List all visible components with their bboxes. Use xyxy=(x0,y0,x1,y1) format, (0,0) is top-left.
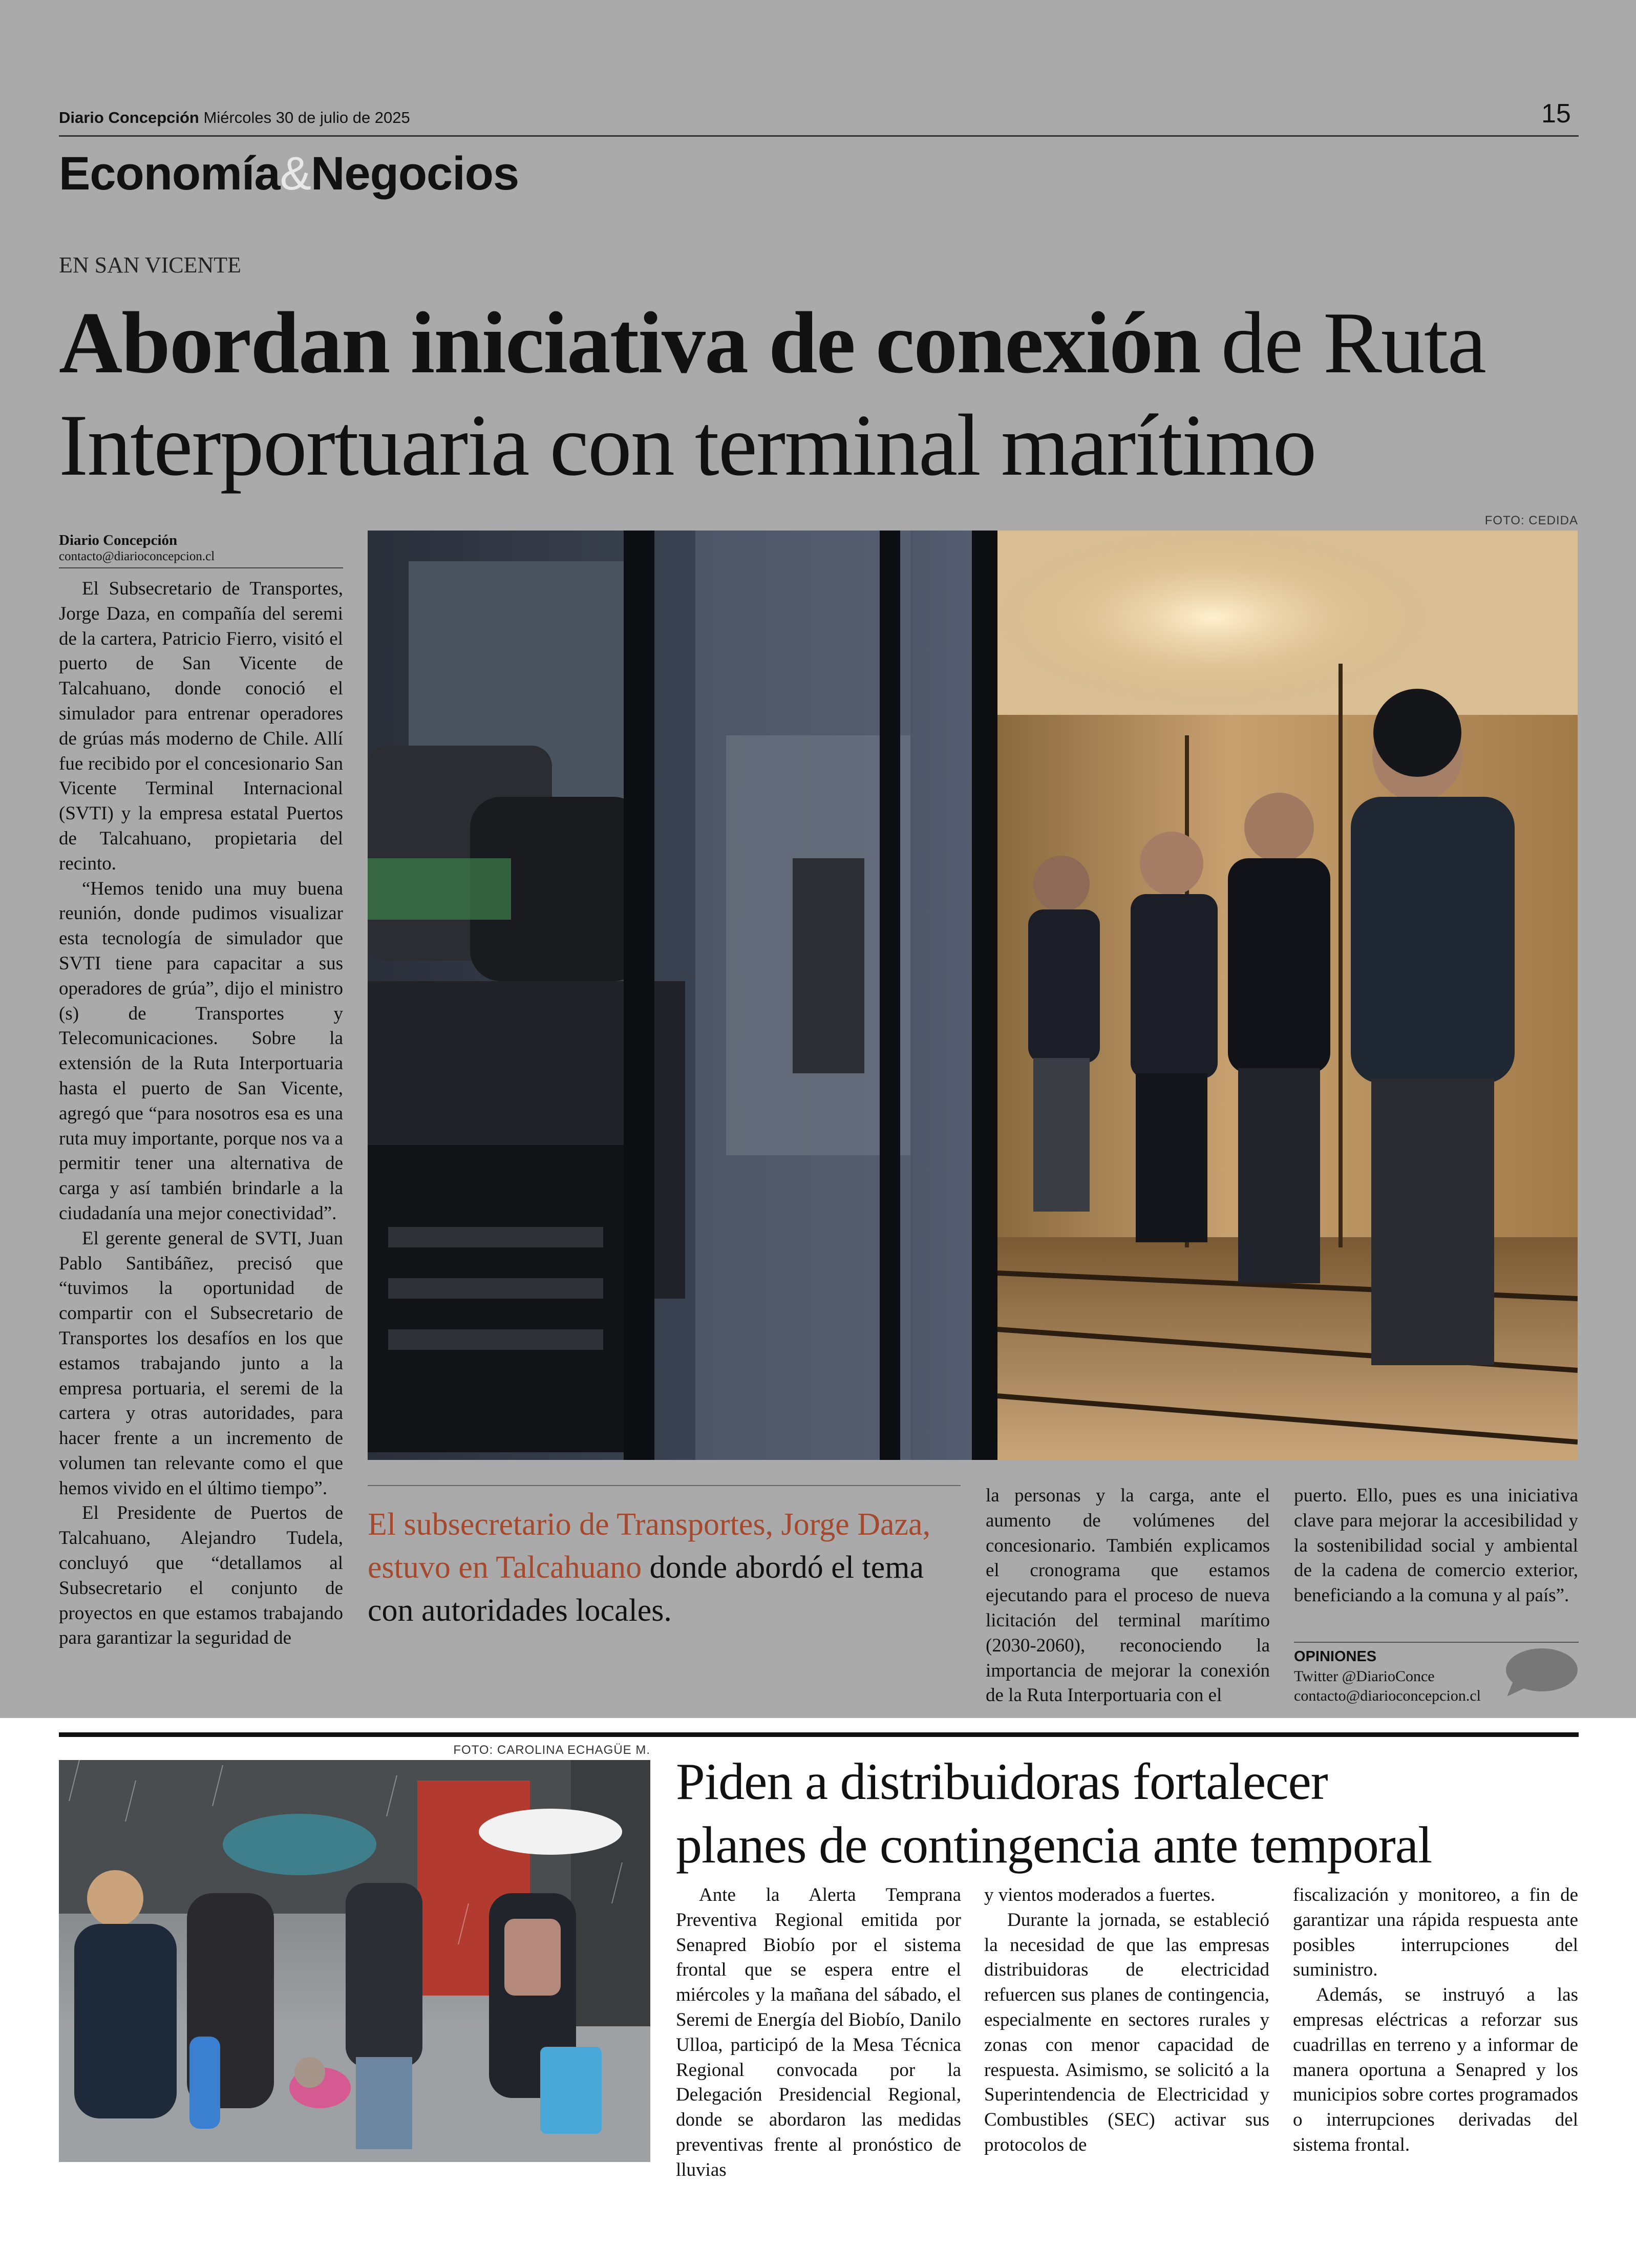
opinions-label: OPINIONES xyxy=(1294,1648,1377,1665)
page-number: 15 xyxy=(1541,99,1571,129)
headline-line1 xyxy=(59,292,1590,394)
article-body-column-1 xyxy=(59,577,343,1651)
paragraph: y vientos moderados a fuertes. xyxy=(984,1884,1216,1905)
byline-email: contacto@diarioconcepcion.cl xyxy=(59,549,215,563)
opinions-twitter: Twitter @DiarioConce xyxy=(1294,1668,1435,1685)
rain-photo-image xyxy=(59,1760,650,2162)
lower-headline-line2: planes de contingencia ante temporal xyxy=(676,1816,1432,1874)
photo-credit: FOTO: CEDIDA xyxy=(1484,514,1578,527)
lower-article-rule xyxy=(59,1732,1579,1737)
paragraph: “Hemos tenido una muy buena reunión, donde pudimos visualizar esta tecnología de simulador que SVTI tiene para capacitar a sus operadores de grúa”, dijo el ministro (s) de Transportes y Telecomunicaciones. Sobre la extensión de la Ruta Interportuaria hasta el puerto de San Vicente, agregó que “para nosotros esa es una ruta muy importante, porque nos va a permitir tener una alternativa de carga y así también brindarle a la ciudadanía una mejor conectividad”. xyxy=(59,878,343,1224)
photo-caption xyxy=(368,1503,977,1632)
paragraph: Además, se instruyó a las empresas eléctricas a reforzar sus cuadrillas en terreno y a informar de manera oportuna a Senapred y los municipios sobre cortes programados o interrupciones derivadas del sistema frontal. xyxy=(1293,1984,1578,2155)
lower-article-column-1 xyxy=(676,1883,961,2183)
issue-date: Miércoles 30 de julio de 2025 xyxy=(203,109,410,126)
lower-article-column-2 xyxy=(984,1883,1269,2158)
section-title-right: Negocios xyxy=(311,147,519,200)
section-title xyxy=(59,147,519,201)
masthead-line xyxy=(59,109,410,127)
lower-article-column-3 xyxy=(1293,1883,1578,2158)
paragraph: Ante la Alerta Temprana Preventiva Regional emitida por Senapred Biobío por el sistema frontal que se espera entre el miércoles y la mañana del sábado, el Seremi de Energía del Biobío, Danilo Ulloa, participó de la Mesa Técnica Regional convocada por la Delegación Presidencial Regional, donde se abordaron las medidas preventivas frente al pronóstico de lluvias xyxy=(676,1884,961,2180)
caption-rest: donde abordó el tema con autoridades locales. xyxy=(368,1550,924,1628)
byline-rule xyxy=(59,567,343,568)
paragraph: El gerente general de SVTI, Juan Pablo Santibáñez, precisó que “tuvimos la oportunidad de compartir con el Subsecretario de Transportes los desafíos en los que estamos trabajando junto a la empresa portuaria, el seremi de la cartera y otras autoridades, para hacer frente a un incremento de volumen tan relevante como el que hemos vivido en el último tiempo”. xyxy=(59,1227,343,1499)
paragraph: El Presidente de Puertos de Talcahuano, Alejandro Tudela, concluyó que “detallamos al Subsecretario el conjunto de proyectos en que estamos trabajando para garantizar la seguridad de xyxy=(59,1502,343,1649)
byline-name: Diario Concepción xyxy=(59,532,178,548)
lower-headline-line1: Piden a distribuidoras fortalecer xyxy=(676,1753,1328,1811)
header-rule xyxy=(59,135,1579,137)
headline-bold: Abordan iniciativa de conexión xyxy=(59,294,1200,392)
section-title-left: Economía xyxy=(59,147,280,200)
headline xyxy=(59,292,1590,497)
article-body-column-4 xyxy=(1294,1483,1578,1608)
paper-name: Diario Concepción xyxy=(59,109,199,126)
lower-headline xyxy=(676,1750,1598,1877)
speech-bubble-icon xyxy=(1503,1646,1579,1698)
headline-line2: Interportuaria con terminal marítimo xyxy=(59,397,1316,494)
simulator-photo-image xyxy=(368,531,1578,1460)
paragraph: fiscalización y monitoreo, a fin de garantizar una rápida respuesta ante posibles interrupciones del suministro. xyxy=(1293,1884,1578,1981)
opinions-rule xyxy=(1294,1642,1579,1643)
byline xyxy=(59,532,343,568)
kicker: EN SAN VICENTE xyxy=(59,252,242,278)
section-title-amp: & xyxy=(280,147,311,200)
headline-rest: de Ruta xyxy=(1200,294,1485,392)
paragraph: puerto. Ello, pues es una iniciativa clave para mejorar la accesibilidad y la sostenibilidad social y ambiental de la cadena de comercio exterior, beneficiando a la comuna y al país”. xyxy=(1294,1485,1578,1606)
rain-photo xyxy=(59,1760,650,2162)
caption-rule xyxy=(368,1485,961,1486)
paragraph: El Subsecretario de Transportes, Jorge Daza, en compañía del seremi de la cartera, Patricio Fierro, visitó el puerto de San Vicente de Talcahuano, donde conoció el simulador para entrenar operadores de grúas más moderno de Chile. Allí fue recibido por el concesionario San Vicente Terminal Internacional (SVTI) y la empresa estatal Puertos de Talcahuano, propietaria del recinto. xyxy=(59,578,343,874)
article-body-column-3 xyxy=(986,1483,1270,1708)
caption-highlight: El subsecretario de Transportes, Jorge Daza, estuvo en Talcahuano xyxy=(368,1507,931,1585)
paragraph: la personas y la carga, ante el aumento de volúmenes del concesionario. También explicamos el cronograma que estamos ejecutando para el proceso de nueva licitación del terminal marítimo (2030-2060), reconociendo la importancia de mejorar la conexión de la Ruta Interportuaria con el xyxy=(986,1485,1270,1706)
simulator-photo xyxy=(368,531,1578,1460)
paragraph: Durante la jornada, se estableció la necesidad de que las empresas distribuidoras de electricidad refuercen sus planes de contingencia, especialmente en sectores rurales y zonas con menor capacidad de respuesta. Asimismo, se solicitó a la Superintendencia de Electricidad y Combustibles (SEC) activar sus protocolos de xyxy=(984,1909,1269,2155)
photo-credit: FOTO: CAROLINA ECHAGÜE M. xyxy=(453,1743,650,1757)
opinions-email: contacto@diarioconcepcion.cl xyxy=(1294,1687,1481,1704)
